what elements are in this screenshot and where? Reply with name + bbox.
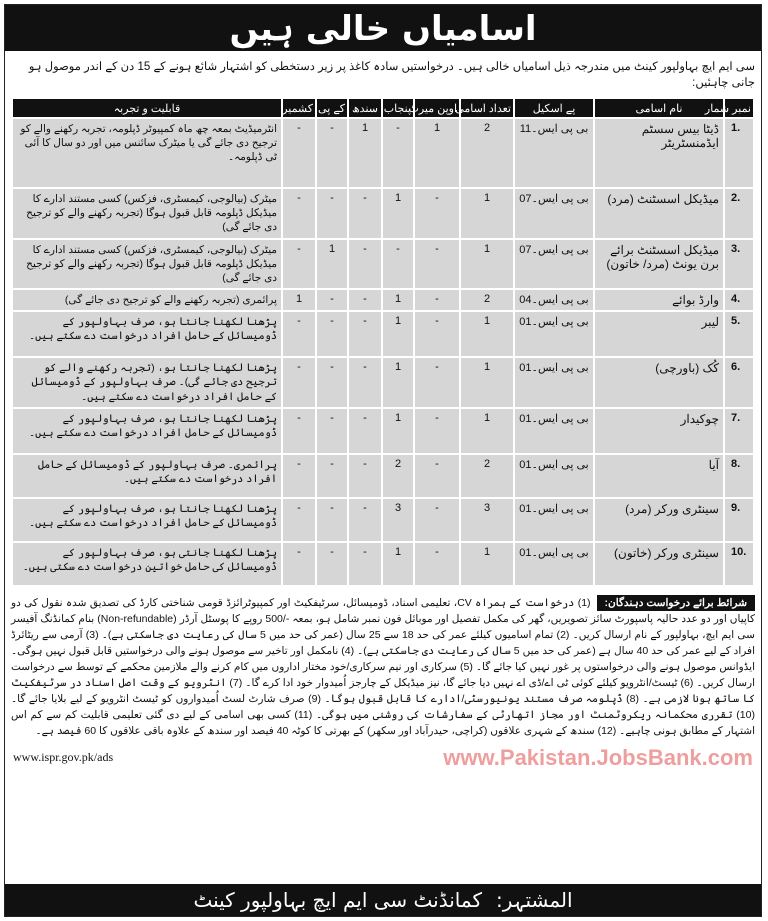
- cell-kashmir: 1: [282, 289, 316, 311]
- cell-scale: بی پی ایس۔01: [514, 357, 594, 408]
- cell-open: -: [414, 289, 460, 311]
- cell-kashmir: -: [282, 542, 316, 586]
- table-row: [12, 289, 754, 311]
- cell-name: سینٹری ورکر (مرد): [594, 498, 724, 542]
- cell-kashmir: -: [282, 188, 316, 239]
- cell-open: -: [414, 408, 460, 454]
- cell-punjab: 1: [382, 311, 414, 357]
- table-row: [12, 188, 754, 239]
- column-header: قابلیت و تجربہ: [12, 98, 282, 118]
- cell-serial: 2.: [724, 188, 754, 239]
- advertiser-name: کمانڈنٹ سی ایم ایچ بہاولپور کینٹ: [193, 888, 482, 912]
- cell-name: میڈیکل اسسٹنٹ (مرد): [594, 188, 724, 239]
- cell-kashmir: -: [282, 498, 316, 542]
- cell-sindh: -: [348, 289, 382, 311]
- table-row: [12, 408, 754, 454]
- cell-serial: 6.: [724, 357, 754, 408]
- cell-name: میڈیکل اسسٹنٹ برائے برن یونٹ (مرد/ خاتون): [594, 239, 724, 290]
- cell-sindh: -: [348, 311, 382, 357]
- cell-kp: -: [316, 289, 348, 311]
- cell-name: سینٹری ورکر (خاتون): [594, 542, 724, 586]
- table-row: [12, 357, 754, 408]
- cell-serial: 9.: [724, 498, 754, 542]
- cell-total: 1: [460, 357, 514, 408]
- cell-name: چوکیدار: [594, 408, 724, 454]
- cell-punjab: -: [382, 118, 414, 188]
- cell-open: -: [414, 357, 460, 408]
- table-row: [12, 311, 754, 357]
- cell-kp: -: [316, 118, 348, 188]
- cell-kp: -: [316, 311, 348, 357]
- cell-kashmir: -: [282, 118, 316, 188]
- cell-qualification: پڑھنا لکھنا جانتا ہو، صرف بہاولپور کے ڈومیسائل کے حامل افراد درخواست دے سکتے ہیں۔: [12, 408, 282, 454]
- cell-sindh: 1: [348, 118, 382, 188]
- cell-open: 1: [414, 118, 460, 188]
- cell-open: -: [414, 454, 460, 498]
- cell-serial: 3.: [724, 239, 754, 290]
- cell-serial: 1.: [724, 118, 754, 188]
- cell-scale: بی پی ایس۔01: [514, 311, 594, 357]
- cell-punjab: 1: [382, 357, 414, 408]
- cell-open: -: [414, 311, 460, 357]
- cell-kp: -: [316, 542, 348, 586]
- table-row: [12, 239, 754, 290]
- vacancies-table: [11, 97, 755, 587]
- cell-total: 3: [460, 498, 514, 542]
- table-row: [12, 498, 754, 542]
- cell-kashmir: -: [282, 408, 316, 454]
- cell-sindh: -: [348, 239, 382, 290]
- cell-kp: -: [316, 408, 348, 454]
- table-row: [12, 454, 754, 498]
- cell-qualification: انٹرمیڈیٹ بمعہ چھ ماہ کمپیوٹر ڈپلومہ، تجربہ رکھنے والے کو ترجیح دی جائے گی یا میٹرک سائنس میں اور دو سال کا آئی ٹی ڈپلومہ۔: [12, 118, 282, 188]
- cell-sindh: -: [348, 454, 382, 498]
- cell-scale: بی پی ایس۔01: [514, 454, 594, 498]
- cell-sindh: -: [348, 188, 382, 239]
- cell-scale: بی پی ایس۔01: [514, 498, 594, 542]
- conditions-section: [11, 595, 755, 739]
- spacer: [5, 775, 761, 884]
- column-header: سندھ: [348, 98, 382, 118]
- cell-open: -: [414, 239, 460, 290]
- column-header: نام اسامی: [594, 98, 724, 118]
- cell-open: -: [414, 188, 460, 239]
- cell-open: -: [414, 542, 460, 586]
- table-row: [12, 542, 754, 586]
- cell-kashmir: -: [282, 239, 316, 290]
- cell-scale: بی پی ایس۔07: [514, 239, 594, 290]
- cell-total: 1: [460, 188, 514, 239]
- cell-kp: -: [316, 188, 348, 239]
- cell-open: -: [414, 498, 460, 542]
- table-row: [12, 118, 754, 188]
- cell-serial: 8.: [724, 454, 754, 498]
- ad-title: اسامیاں خالی ہیں: [5, 5, 761, 51]
- column-header: کشمیر: [282, 98, 316, 118]
- column-header: تعداد اسامی: [460, 98, 514, 118]
- cell-scale: بی پی ایس۔07: [514, 188, 594, 239]
- cell-name: لیبر: [594, 311, 724, 357]
- cell-punjab: 3: [382, 498, 414, 542]
- cell-kp: 1: [316, 239, 348, 290]
- cell-kashmir: -: [282, 311, 316, 357]
- cell-scale: بی پی ایس۔01: [514, 542, 594, 586]
- cell-total: 1: [460, 542, 514, 586]
- cell-qualification: پرائمری (تجربہ رکھنے والے کو ترجیح دی جائے گی): [12, 289, 282, 311]
- cell-kp: -: [316, 498, 348, 542]
- cell-sindh: -: [348, 542, 382, 586]
- conditions-label: شرائط برائے درخواست دہندگان:: [597, 595, 755, 611]
- cell-punjab: 1: [382, 289, 414, 311]
- advertiser-label: المشتہر:: [495, 888, 573, 912]
- cell-qualification: پرائمری۔ صرف بہاولپور کے ڈومیسائل کے حامل افراد درخواست دے سکتے ہیں۔: [12, 454, 282, 498]
- cell-total: 1: [460, 311, 514, 357]
- cell-qualification: پڑھنا لکھنا جانتا ہو، صرف بہاولپور کے ڈومیسائل کے حامل افراد درخواست دے سکتے ہیں۔: [12, 311, 282, 357]
- cell-sindh: -: [348, 357, 382, 408]
- cell-kashmir: -: [282, 357, 316, 408]
- cell-name: وارڈ بوائے: [594, 289, 724, 311]
- cell-total: 2: [460, 289, 514, 311]
- cell-sindh: -: [348, 408, 382, 454]
- cell-serial: 5.: [724, 311, 754, 357]
- cell-scale: بی پی ایس۔01: [514, 408, 594, 454]
- cell-scale: بی پی ایس۔11: [514, 118, 594, 188]
- cell-scale: بی پی ایس۔04: [514, 289, 594, 311]
- cell-qualification: میٹرک (بیالوجی، کیمسٹری، فزکس) کسی مستند ادارے کا میڈیکل ڈپلومہ قابل قبول ہوگا (تجربہ رکھنے والے کو ترجیح دی جائے گی): [12, 239, 282, 290]
- cell-qualification: پڑھنا لکھنا جانتا ہو، (تجربہ رکھنے والے کو ترجیح دی جائے گی)۔ صرف بہاولپور کے ڈومیسائل کے حامل افراد درخواست دے سکتے ہیں۔: [12, 357, 282, 408]
- cell-name: ڈیٹا بیس سسٹم ایڈمنسٹریٹر: [594, 118, 724, 188]
- watermark: www.Pakistan.JobsBank.com: [443, 744, 753, 770]
- cell-qualification: پڑھنا لکھنا جانتا ہو، صرف بہاولپور کے ڈومیسائل کے حامل افراد درخواست دے سکتے ہیں۔: [12, 498, 282, 542]
- intro-text: سی ایم ایچ بہاولپور کینٹ میں مندرجہ ذیل اسامیاں خالی ہیں۔ درخواستیں سادہ کاغذ پر زیر دستخطی کو اشتہار شائع ہونے کے 15 دن کے اندر موصول ہو جانی چاہئیں:: [28, 61, 755, 89]
- footer-band: [5, 884, 761, 916]
- cell-total: 1: [460, 239, 514, 290]
- cell-qualification: پڑھنا لکھنا جانتی ہو، صرف بہاولپور کے ڈومیسائل کی حامل خواتین درخواست دے سکتی ہیں۔: [12, 542, 282, 586]
- cell-total: 2: [460, 454, 514, 498]
- table-header-row: [12, 98, 754, 118]
- cell-kashmir: -: [282, 454, 316, 498]
- cell-name: آیا: [594, 454, 724, 498]
- cell-punjab: 1: [382, 408, 414, 454]
- cell-sindh: -: [348, 498, 382, 542]
- column-header: پنجاب: [382, 98, 414, 118]
- conditions-text: (1) درخواست کے ہمراہ CV، تعلیمی اسناد، ڈومیسائل، سرٹیفکیٹ اور کمپیوٹرائزڈ قومی شناختی کارڈ کی تصدیق شدہ نقول کی دو کاپیاں اور دو عدد حالیہ پاسپورٹ سائز تصویریں، گھر کی مکمل تفصیل اور موبائل فون نمبر شامل ہو، بمعہ -/500 روپے کا پوسٹل آرڈر (Non-refundable) بنام کمانڈنگ آفیسر سی ایم ایچ، بہاولپور کے نام ارسال کریں۔ (2) تمام اسامیوں کیلئے عمر کی حد 18 سے 25 سال (عمر کی حد میں 5 سال کی رعایت دی جاسکتی ہے)۔ (3) آرمی سے ریٹائرڈ افراد کے لیے عمر کی حد 40 سال ہے (عمر کی حد میں 5 سال کی رعایت دی جاسکتی ہے)۔ (4) نامکمل اور تاخیر سے موصول ہونے والی درخواستیں قابل قبول نہیں ہوگی۔ ایڈوانس موصول ہونے والی درخواستوں پر غور نہیں کیا جائے گا۔ (5) سرکاری اور نیم سرکاری/خود مختار اداروں میں کام کرنے والے ملازمین محکمے کے توسط سے درخواست ارسال کریں۔ (6) ٹیسٹ/انٹرویو کیلئے کوئی ٹی اے/ڈی اے نہیں دیا جائے گا، نیز میڈیکل کے چارجز اُمیدوار خود ادا کرے گا۔ (7) انٹرویو کے وقت اصل اسناد در سرٹیفکیٹ کا ساتھ ہونا لازمی ہے۔ (8) ڈپلومہ صرف مستند یونیورسٹی/ادارے کا قابل قبول ہوگا۔ (9) صرف شارٹ لسٹ اُمیدواروں کو ٹیسٹ انٹرویو کے لیے بلایا جائے گا۔ (10) تقرری محکمانہ ریکروٹمنٹ اور مجاز اتھارٹی کے سفارشات کی روشنی میں ہوگی۔ (11) کسی بھی اسامی کے لیے دی گئی تعلیمی قابلیت کم سے کم اس اشتہار کے مطابق ہونی چاہیے۔ (12) سندھ کے شہری علاقوں (کراچی، حیدرآباد اور سکھر) کے بھرتی کا کوٹہ 40 فیصد اور سندھ کے علاوہ باقی علاقوں کا 60 فیصد ہے۔: [11, 596, 756, 737]
- column-header: پے اسکیل: [514, 98, 594, 118]
- cell-punjab: -: [382, 239, 414, 290]
- ad-frame: [4, 4, 762, 917]
- cell-total: 1: [460, 408, 514, 454]
- cell-punjab: 1: [382, 542, 414, 586]
- cell-qualification: میٹرک (بیالوجی، کیمسٹری، فزکس) کسی مستند ادارے کا میڈیکل ڈپلومہ قابل قبول ہوگا (تجربہ رکھنے والے کو ترجیح دی جائے گی): [12, 188, 282, 239]
- column-header: اوپن میرٹ: [414, 98, 460, 118]
- cell-serial: 10.: [724, 542, 754, 586]
- cell-serial: 4.: [724, 289, 754, 311]
- ispr-url: www.ispr.gov.pk/ads: [13, 750, 114, 765]
- cell-punjab: 2: [382, 454, 414, 498]
- cell-name: کُک (باورچی): [594, 357, 724, 408]
- cell-punjab: 1: [382, 188, 414, 239]
- cell-total: 2: [460, 118, 514, 188]
- cell-serial: 7.: [724, 408, 754, 454]
- cell-kp: -: [316, 454, 348, 498]
- column-header: نمبر شمار: [724, 98, 754, 118]
- column-header: کے پی: [316, 98, 348, 118]
- cell-kp: -: [316, 357, 348, 408]
- bottom-row: [13, 745, 753, 771]
